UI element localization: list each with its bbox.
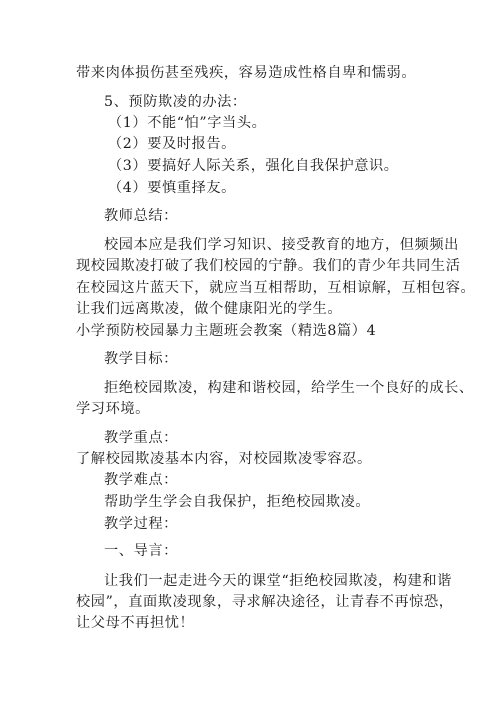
section-heading: 5、预防欺凌的办法： xyxy=(104,94,247,110)
text-line: 带来肉体损伤甚至残疾，容易造成性格自卑和懦弱。 xyxy=(76,65,417,81)
section-heading: 教学难点： xyxy=(104,472,178,488)
list-item: （3）要搞好人际关系，强化自我保护意识。 xyxy=(108,158,399,174)
section-heading: 教师总结： xyxy=(104,208,178,224)
text-line: 拒绝校园欺凌，构建和谐校园，给学生一个良好的成长、 xyxy=(104,380,474,396)
list-item: （1）不能“怕”字当头。 xyxy=(108,115,267,131)
text-line: 校园本应是我们学习知识、接受教育的地方，但频频出 xyxy=(104,237,459,253)
text-line: 让父母不再担忧！ xyxy=(76,615,195,631)
text-line: 帮助学生学会自我保护，拒绝校园欺凌。 xyxy=(104,494,371,510)
text-line: 在校园这片蓝天下，就应当互相帮助，互相谅解，互相包容。 xyxy=(76,280,476,296)
section-heading: 教学重点： xyxy=(104,430,178,446)
text-line: 学习环境。 xyxy=(76,401,150,417)
text-line: 现校园欺凌打破了我们校园的宁静。我们的青少年共同生活 xyxy=(76,258,461,274)
section-heading: 教学目标： xyxy=(104,351,178,367)
section-heading: 教学过程： xyxy=(104,516,178,532)
section-heading: 一、导言： xyxy=(104,543,178,559)
text-line: 让我们一起走进今天的课堂“拒绝校园欺凌，构建和谐 xyxy=(104,573,452,589)
text-line: 校园”，直面欺凌现象，寻求解决途径，让青春不再惊恐， xyxy=(76,594,454,610)
list-item: （4）要慎重择友。 xyxy=(108,180,236,196)
text-line: 了解校园欺凌基本内容，对校园欺凌零容忍。 xyxy=(76,451,372,467)
list-item: （2）要及时报告。 xyxy=(108,136,236,152)
document-title: 小学预防校园暴力主题班会教案（精选8篇）4 xyxy=(76,323,377,339)
text-line: 让我们远离欺凌，做个健康阳光的学生。 xyxy=(76,301,343,317)
